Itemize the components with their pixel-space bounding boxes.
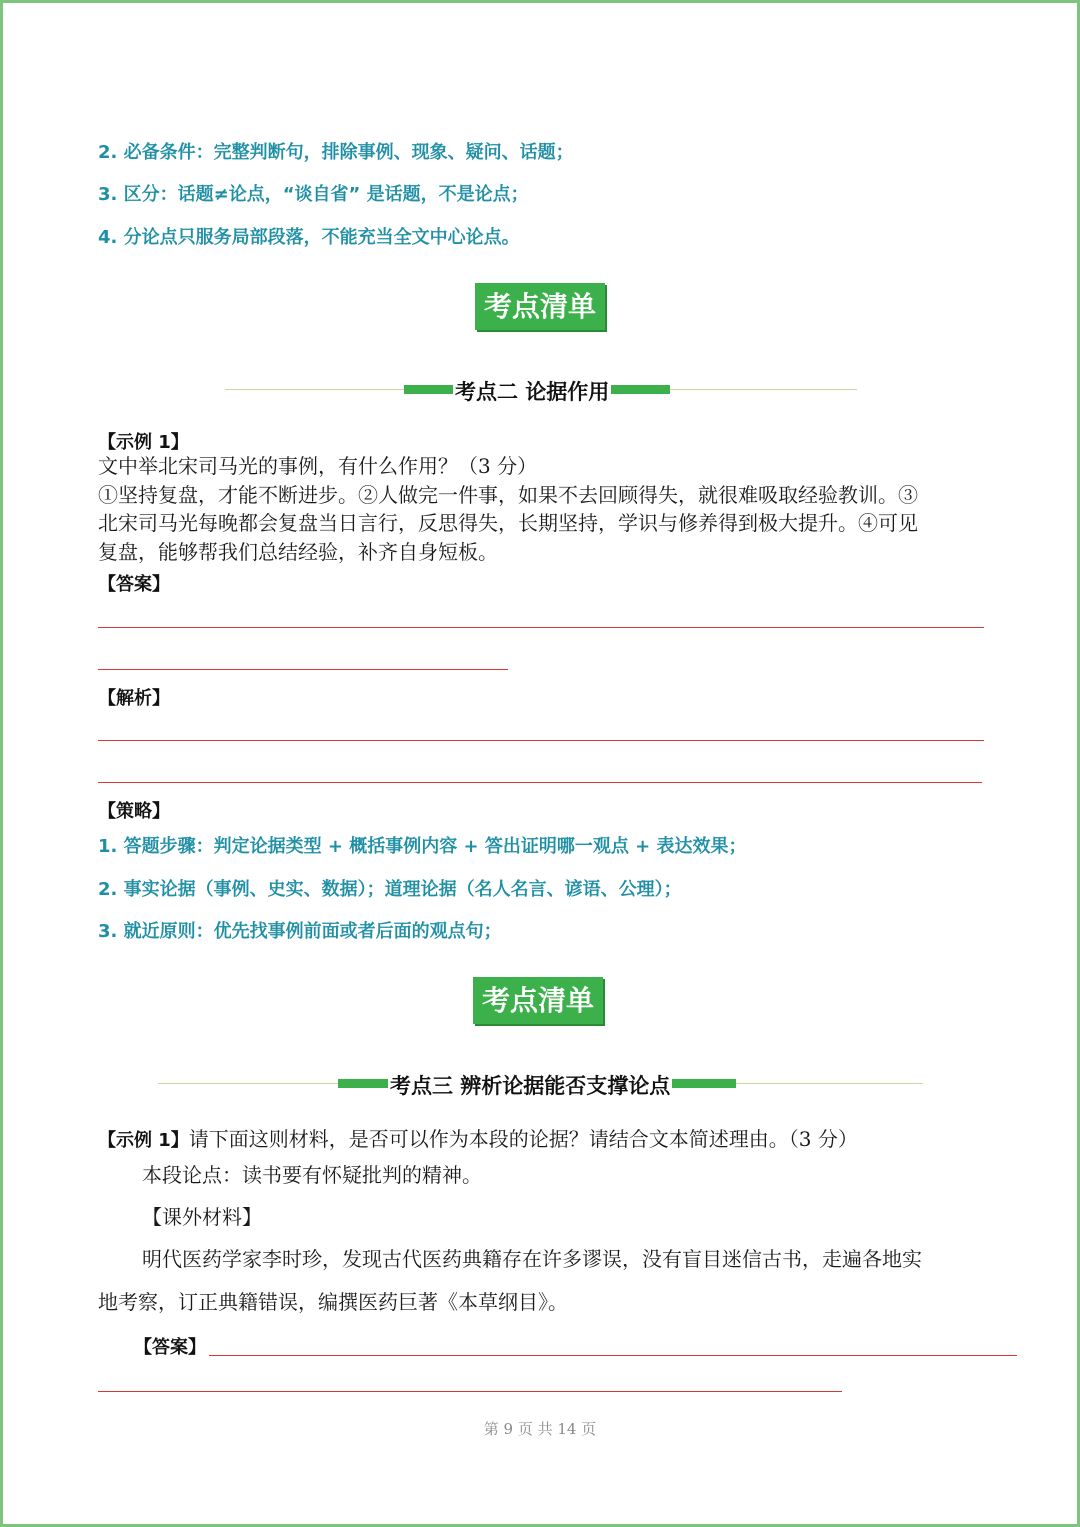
answer-line	[98, 782, 982, 783]
thesis-text: 本段论点：读书要有怀疑批判的精神。	[142, 1163, 482, 1187]
answer-line	[98, 1391, 842, 1392]
answer-label: 【答案】	[134, 1337, 206, 1358]
answer-line	[209, 1355, 1017, 1356]
strategy-item: 3. 就近原则：优先找事例前面或者后面的观点句；	[98, 921, 502, 942]
answer-paragraph-line: ①坚持复盘，才能不断进步。②人做完一件事，如果不去回顾得失，就很难吸取经验教训。③	[98, 483, 918, 507]
example-label: 【示例 1】	[98, 1130, 189, 1151]
answer-paragraph-line: 北宋司马光每晚都会复盘当日言行，反思得失，长期坚持，学识与修养得到极大提升。④可见	[98, 511, 918, 535]
answer-label: 【答案】	[98, 574, 170, 595]
analysis-label: 【解析】	[98, 688, 170, 709]
question-text: 请下面这则材料，是否可以作为本段的论据？请结合文本简述理由。（3 分）	[188, 1127, 858, 1151]
section-title: 考点三 辨析论据能否支撑论点	[388, 1070, 672, 1100]
example-block	[98, 1125, 858, 1154]
section-badge: 考点清单	[475, 283, 605, 330]
section-badge: 考点清单	[473, 977, 603, 1024]
list-item: 4. 分论点只服务局部段落，不能充当全文中心论点。	[98, 227, 520, 248]
material-text-line: 明代医药学家李时珍，发现古代医药典籍存在许多谬误，没有盲目迷信古书，走遍各地实	[142, 1247, 922, 1271]
answer-line	[98, 627, 984, 628]
strategy-item: 1. 答题步骤：判定论据类型 + 概括事例内容 + 答出证明哪一观点 + 表达效果；	[98, 836, 747, 857]
answer-paragraph-line: 复盘，能够帮我们总结经验，补齐自身短板。	[98, 540, 498, 564]
page-number: 第 9 页 共 14 页	[483, 1420, 597, 1438]
list-item: 2. 必备条件：完整判断句，排除事例、现象、疑问、话题；	[98, 142, 574, 163]
material-label: 【课外材料】	[142, 1205, 262, 1229]
question-text: 文中举北宋司马光的事例，有什么作用？（3 分）	[98, 454, 538, 478]
material-text-line: 地考察，订正典籍错误，编撰医药巨著《本草纲目》。	[98, 1290, 568, 1314]
section-title: 考点二 论据作用	[453, 376, 611, 406]
list-item: 3. 区分：话题≠论点，“谈自省” 是话题，不是论点；	[98, 184, 529, 205]
example-label: 【示例 1】	[98, 432, 189, 453]
answer-line	[98, 669, 508, 670]
strategy-item: 2. 事实论据（事例、史实、数据）；道理论据（名人名言、谚语、公理）；	[98, 879, 682, 900]
answer-line	[98, 740, 984, 741]
strategy-label: 【策略】	[98, 801, 170, 822]
